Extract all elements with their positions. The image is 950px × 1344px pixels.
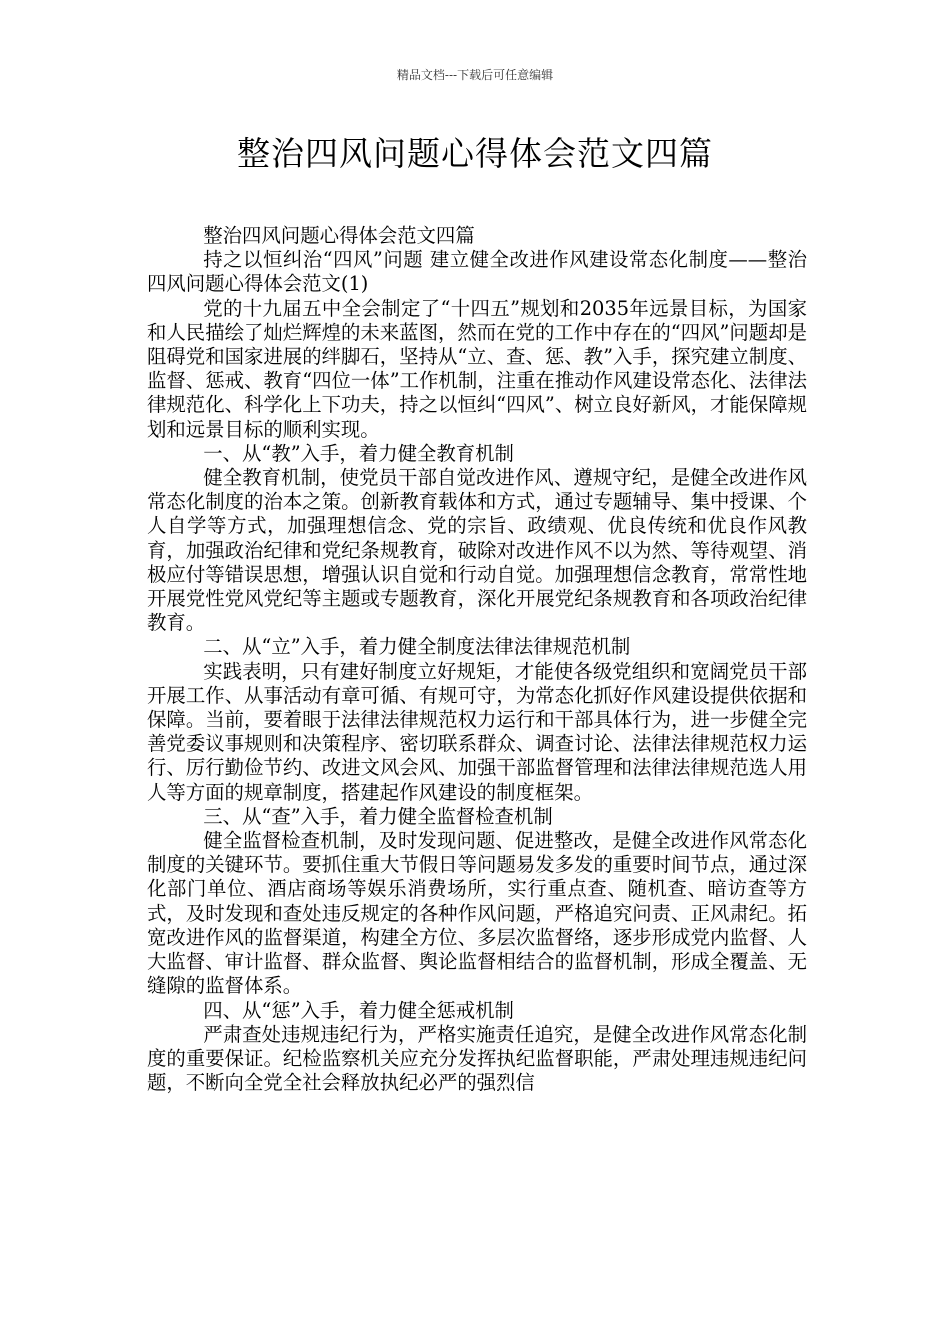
paragraph-section-1: 健全教育机制，使党员干部自觉改进作风、遵规守纪，是健全改进作风常态化制度的治本之策。创新教育载体和方式，通过专题辅导、集中授课、个人自学等方式，加强理想信念、党的宗旨、政绩观、优良传统和优良作风教育，加强政治纪律和党纪条规教育，破除对改进作风不以为然、等待观望、消极应付等错误思想，增强认识自觉和行动自觉。加强理想信念教育，常常性地开展党性党风党纪等主题或专题教育，深化开展党纪条规教育和各项政治纪律教育。 [147, 466, 807, 635]
paragraph-section-2: 实践表明，只有建好制度立好规矩，才能使各级党组织和宽阔党员干部开展工作、从事活动有章可循、有规可守，为常态化抓好作风建设提供依据和保障。当前，要着眼于法律法律规范权力运行和干部具体行为，进一步健全完善党委议事规则和决策程序、密切联系群众、调查讨论、法律法律规范权力运行、厉行勤俭节约、改进文风会风、加强干部监督管理和法律法律规范选人用人等方面的规章制度，搭建起作风建设的制度框架。 [147, 659, 807, 804]
section-heading-3: 三、从“查”入手，着力健全监督检查机制 [203, 804, 553, 828]
paragraph-subtitle: 整治四风问题心得体会范文四篇 [203, 224, 475, 247]
paragraph-intro: 党的十九届五中全会制定了“十四五”规划和2035年远景目标，为国家和人民描绘了灿烂辉煌的未来蓝图，然而在党的工作中存在的“四风”问题却是阻碍党和国家进展的绊脚石，坚持从“立、查、惩、教”入手，探究建立制度、监督、惩戒、教育“四位一体”工作机制，注重在推动作风建设常态化、法律法律规范化、科学化上下功夫，持之以恒纠“四风”、树立良好新风，才能保障规划和远景目标的顺利实现。 [147, 296, 807, 441]
section-heading-4: 四、从“惩”入手，着力健全惩戒机制 [203, 998, 514, 1022]
document-body [147, 224, 807, 1095]
paragraph-article-heading: 持之以恒纠治“四风”问题 建立健全改进作风建设常态化制度——整治四风问题心得体会范文(1) [147, 248, 807, 296]
page-header: 精品文档---下载后可任意编辑 [396, 68, 554, 82]
section-heading-2: 二、从“立”入手，着力健全制度法律法律规范机制 [203, 635, 631, 659]
paragraph-section-3: 健全监督检查机制，及时发现问题、促进整改，是健全改进作风常态化制度的关键环节。要抓住重大节假日等问题易发多发的重要时间节点，通过深化部门单位、酒店商场等娱乐消费场所，实行重点查、随机查、暗访查等方式，及时发现和查处违反规定的各种作风问题，严格追究问责、正风肃纪。拓宽改进作风的监督渠道，构建全方位、多层次监督络，逐步形成党内监督、人大监督、审计监督、群众监督、舆论监督相结合的监督机制，形成全覆盖、无缝隙的监督体系。 [147, 829, 807, 998]
document-title: 整治四风问题心得体会范文四篇 [237, 134, 713, 173]
paragraph-section-4: 严肃查处违规违纪行为，严格实施责任追究，是健全改进作风常态化制度的重要保证。纪检监察机关应充分发挥执纪监督职能，严肃处理违规违纪问题，不断向全党全社会释放执纪必严的强烈信 [147, 1022, 807, 1095]
section-heading-1: 一、从“教”入手，着力健全教育机制 [203, 441, 514, 465]
